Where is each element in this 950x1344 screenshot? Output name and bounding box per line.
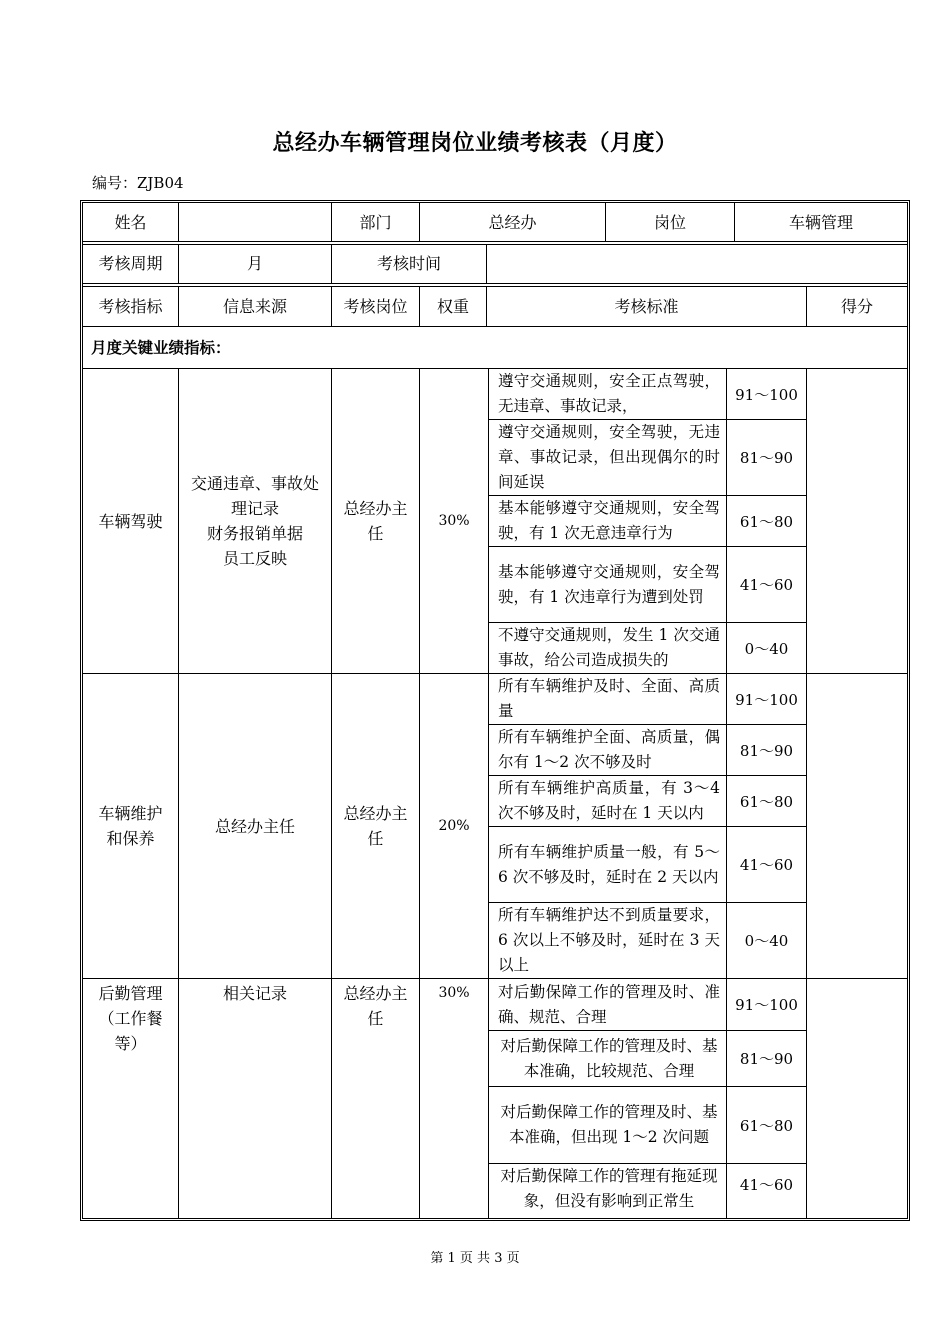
indicator-assessor: 总经办主任 <box>343 984 408 1028</box>
col-score: 得分 <box>840 296 873 316</box>
standard-text: 对后勤保障工作的管理及时、准确、规范、合理 <box>498 982 720 1026</box>
time-value[interactable] <box>487 244 907 283</box>
standard-text: 对后勤保障工作的管理及时、基本准确，但出现 1～2 次问题 <box>500 1103 718 1146</box>
indicator-name: 车辆维护和保养 <box>98 804 163 848</box>
indicator-name: 后勤管理（工作餐等） <box>98 984 163 1053</box>
col-weight: 权重 <box>436 296 469 316</box>
score-range: 61～80 <box>739 792 794 811</box>
post-value: 车辆管理 <box>788 212 853 232</box>
dept-value: 总经办 <box>488 212 537 232</box>
indicator-name: 车辆驾驶 <box>98 511 163 531</box>
standard-text: 对后勤保障工作的管理及时、基本准确，比较规范、合理 <box>500 1036 718 1080</box>
score-range: 0～40 <box>744 932 789 950</box>
source-line: 员工反映 <box>222 549 287 568</box>
standard-text: 基本能够遵守交通规则，安全驾驶，有 1 次无意违章行为 <box>498 499 720 542</box>
indicator-weight: 20% <box>438 817 470 834</box>
standard-text: 不遵守交通规则，发生 1 次交通事故，给公司造成损失的 <box>498 626 720 669</box>
score-range: 61～80 <box>739 1116 794 1135</box>
indicator-source <box>179 369 331 673</box>
source-line: 财务报销单据 <box>206 524 303 543</box>
name-label: 姓名 <box>114 212 147 232</box>
standard-text: 对后勤保障工作的管理有拖延现象，但没有影响到正常生 <box>500 1167 718 1210</box>
document-title: 总经办车辆管理岗位业绩考核表（月度） <box>272 130 678 156</box>
col-standard: 考核标准 <box>614 296 679 316</box>
assessment-table <box>80 200 910 1221</box>
period-value: 月 <box>246 254 263 273</box>
score-range: 41～60 <box>739 856 794 874</box>
standard-text: 所有车辆维护高质量，有 3～4 次不够及时，延时在 1 天以内 <box>498 779 720 822</box>
standard-text: 所有车辆维护及时、全面、高质量 <box>498 677 720 720</box>
indicator-source: 相关记录 <box>222 984 287 1003</box>
col-assessor: 考核岗位 <box>343 296 408 316</box>
indicator-source: 总经办主任 <box>214 816 295 836</box>
name-value[interactable] <box>179 203 331 241</box>
score-range: 91～100 <box>735 996 798 1014</box>
score-range: 0～40 <box>744 639 789 658</box>
score-range: 91～100 <box>735 385 798 404</box>
indicator-weight: 30% <box>438 985 470 1001</box>
standard-text: 遵守交通规则，安全正点驾驶，无违章、事故记录， <box>498 372 720 415</box>
document-code: 编号：ZJB04 <box>92 174 184 192</box>
indicator-assessor: 总经办主任 <box>343 804 408 848</box>
indicator-weight: 30% <box>438 512 470 529</box>
standard-text: 所有车辆维护达不到质量要求，6 次以上不够及时，延时在 3 天以上 <box>498 906 720 974</box>
standard-text: 所有车辆维护质量一般，有 5～6 次不够及时，延时在 2 天以内 <box>498 842 720 886</box>
dept-label: 部门 <box>359 212 392 232</box>
period-label: 考核周期 <box>98 254 163 273</box>
standard-text: 遵守交通规则，安全驾驶，无违章、事故记录，但出现偶尔的时间延误 <box>498 423 720 491</box>
time-label: 考核时间 <box>376 254 441 273</box>
page-footer: 第 1 页 共 3 页 <box>430 1251 520 1266</box>
section-title: 月度关键业绩指标： <box>91 338 231 357</box>
score-range: 81～90 <box>739 449 794 467</box>
score-range: 61～80 <box>739 512 794 531</box>
score-range: 81～90 <box>739 741 794 760</box>
score-range: 41～60 <box>739 576 794 594</box>
standard-text: 所有车辆维护全面、高质量，偶尔有 1～2 次不够及时 <box>498 728 720 771</box>
post-label: 岗位 <box>653 212 686 232</box>
score-range: 41～60 <box>739 1175 794 1194</box>
score-range: 81～90 <box>739 1050 794 1068</box>
col-indicator: 考核指标 <box>98 296 163 316</box>
source-line: 交通违章、事故处理记录 <box>190 474 319 518</box>
score-range: 91～100 <box>735 690 798 709</box>
indicator-assessor: 总经办主任 <box>343 499 408 543</box>
col-source: 信息来源 <box>222 296 287 316</box>
standard-text: 基本能够遵守交通规则，安全驾驶，有 1 次违章行为遭到处罚 <box>498 562 720 606</box>
